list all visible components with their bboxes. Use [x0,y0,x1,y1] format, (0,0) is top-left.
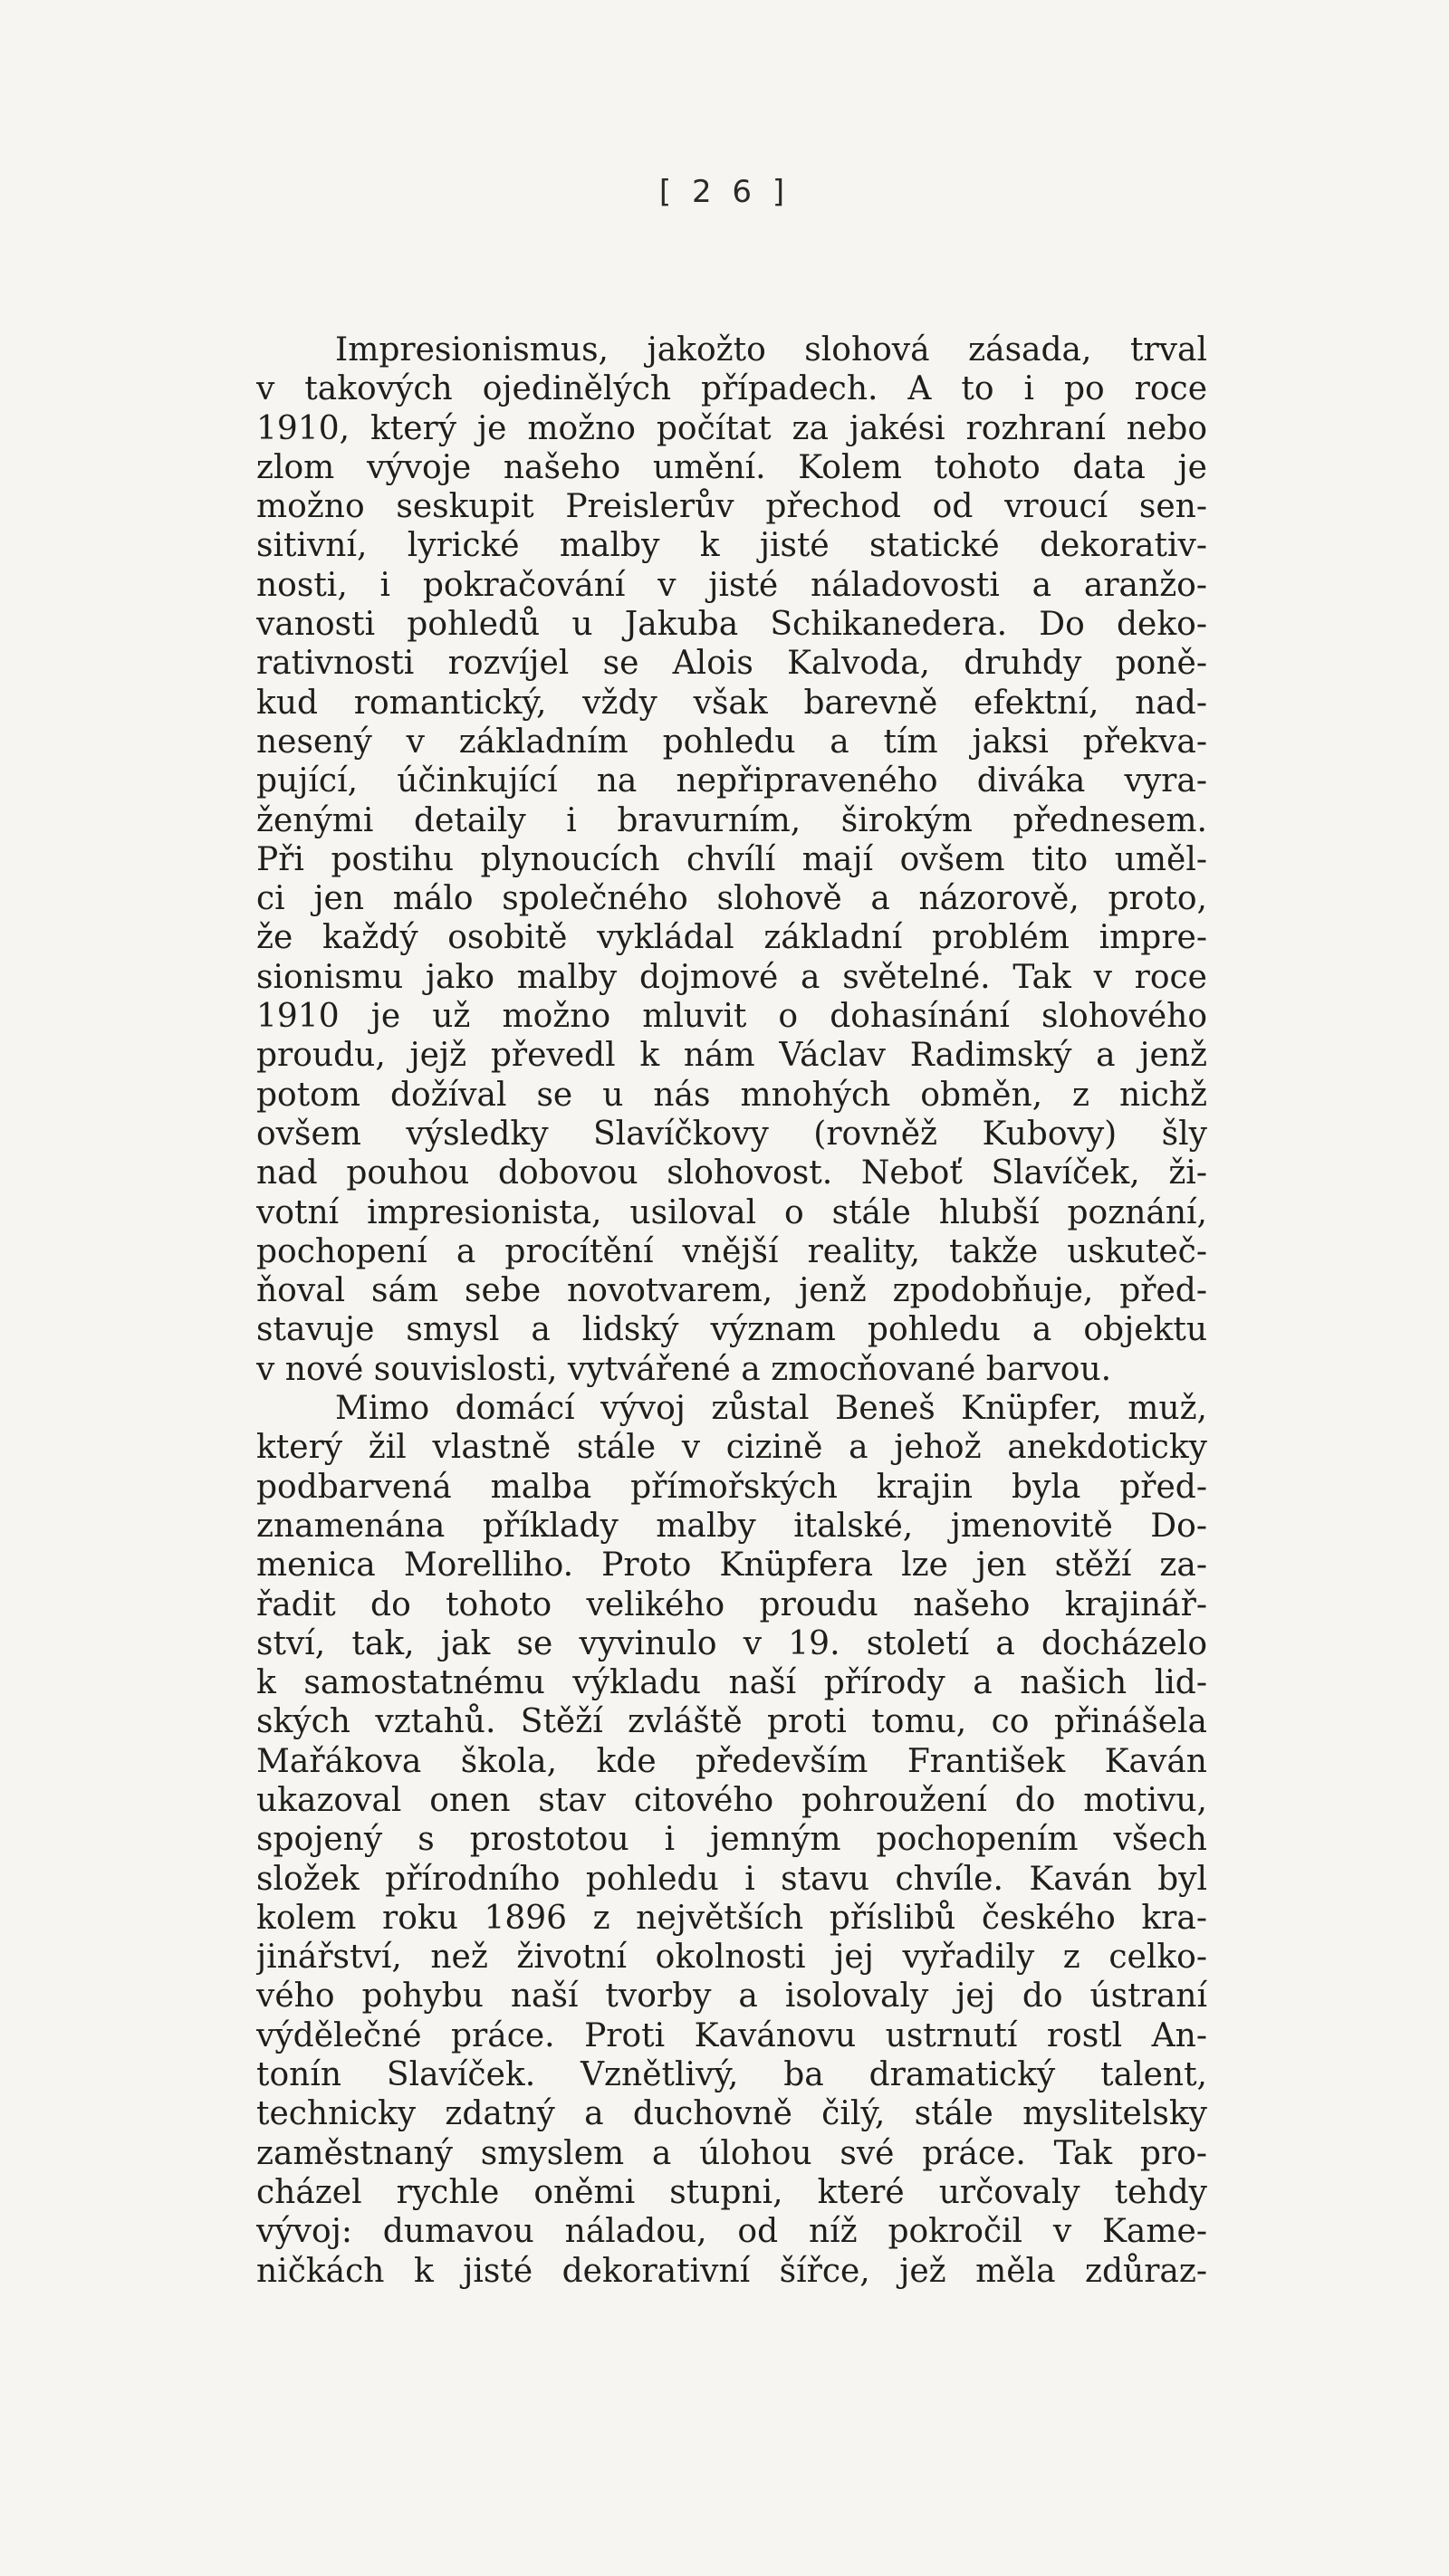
text-line: tonín Slavíček. Vznětlivý, ba dramatický talent, [256,2056,1207,2094]
text-line: ňoval sám sebe novotvarem, jenž zpodobňuje, před- [256,1272,1207,1310]
text-line: v takových ojedinělých případech. A to i po roce [256,370,1207,408]
text-line: podbarvená malba přímořských krajin byla před- [256,1468,1207,1506]
text-line: menica Morelliho. Proto Knüpfera lze jen stěží za- [256,1547,1207,1585]
body-text [256,330,1207,2291]
text-line: rativnosti rozvíjel se Alois Kalvoda, druhdy poně- [256,645,1207,683]
page-number: [ 2 6 ] [658,174,791,210]
text-line: který žil vlastně stále v cizině a jehož anekdoticky [256,1429,1207,1467]
text-line: ství, tak, jak se vyvinulo v 19. století a docházelo [256,1624,1207,1662]
text-line: ci jen málo společného slohově a názorově, proto, [256,880,1207,918]
text-line: potom dožíval se u nás mnohých obměn, z nichž [256,1076,1207,1114]
text-line: k samostatnému výkladu naší přírody a našich lid- [256,1664,1207,1702]
text-line: výdělečné práce. Proti Kavánovu ustrnutí rostl An- [256,2016,1207,2054]
text-line: v nové souvislosti, vytvářené a zmocňované barvou. [256,1350,1112,1388]
text-line: ničkách k jisté dekorativní šířce, jež měla zdůraz- [256,2252,1207,2290]
text-line: řadit do tohoto velikého proudu našeho krajinář- [256,1585,1207,1623]
text-line: pochopení a procítění vnější reality, takže uskuteč- [256,1232,1207,1270]
text-line: složek přírodního pohledu i stavu chvíle. Kaván byl [256,1860,1207,1898]
text-line: sionismu jako malby dojmové a světelné. Tak v roce [256,958,1207,996]
text-line: nosti, i pokračování v jisté náladovosti a aranžo- [256,566,1207,604]
text-line: kolem roku 1896 z největších příslibů českého kra- [256,1899,1207,1937]
text-line: votní impresionista, usiloval o stále hlubší poznání, [256,1193,1207,1231]
text-line: že každý osobitě vykládal základní problém impre- [256,919,1207,957]
text-line: jinářství, než životní okolnosti jej vyřadily z celko- [256,1939,1207,1977]
text-line: technicky zdatný a duchovně čilý, stále myslitelsky [256,2095,1207,2133]
text-line: Při postihu plynoucích chvílí mají ovšem tito uměl- [256,840,1207,878]
text-line: sitivní, lyrické malby k jisté statické dekorativ- [256,527,1207,565]
text-line: možno seskupit Preislerův přechod od vroucí sen- [256,488,1207,526]
text-line: pující, účinkující na nepřipraveného diváka vyra- [256,762,1207,800]
text-line: zaměstnaný smyslem a úlohou své práce. Tak pro- [256,2134,1207,2172]
text-line: ženými detaily i bravurním, širokým přednesem. [256,801,1207,839]
text-line: vývoj: dumavou náladou, od níž pokročil v Kame- [256,2213,1207,2251]
text-line: nad pouhou dobovou slohovost. Neboť Slavíček, ži- [256,1154,1207,1192]
text-line: Mimo domácí vývoj zůstal Beneš Knüpfer, muž, [335,1390,1207,1428]
text-line: 1910, který je možno počítat za jakési rozhraní nebo [256,409,1207,447]
text-line: spojený s prostotou i jemným pochopením všech [256,1821,1207,1859]
text-line: kud romantický, vždy však barevně efektní, nad- [256,684,1207,722]
text-line: znamenána příklady malby italské, jmenovitě Do- [256,1507,1207,1545]
text-line: proudu, jejž převedl k nám Václav Radimský a jenž [256,1037,1207,1075]
text-line: Impresionismus, jakožto slohová zásada, trval [335,331,1207,369]
text-line: cházel rychle oněmi stupni, které určovaly tehdy [256,2173,1207,2211]
text-line: ukazoval onen stav citového pohroužení do motivu, [256,1781,1207,1819]
text-line: zlom vývoje našeho umění. Kolem tohoto data je [256,448,1207,486]
text-line: nesený v základním pohledu a tím jaksi překva- [256,723,1207,761]
text-line: ských vztahů. Stěží zvláště proti tomu, co přinášela [256,1703,1207,1741]
text-line: stavuje smysl a lidský význam pohledu a objektu [256,1311,1207,1349]
text-line: 1910 je už možno mluvit o dohasínání slohového [256,998,1207,1036]
text-line: ovšem výsledky Slavíčkovy (rovněž Kubovy) šly [256,1115,1207,1153]
text-line: Mařákova škola, kde především František Kaván [256,1742,1207,1780]
text-line: vanosti pohledů u Jakuba Schikanedera. Do deko- [256,606,1207,644]
text-line: vého pohybu naší tvorby a isolovaly jej do ústraní [256,1977,1207,2016]
